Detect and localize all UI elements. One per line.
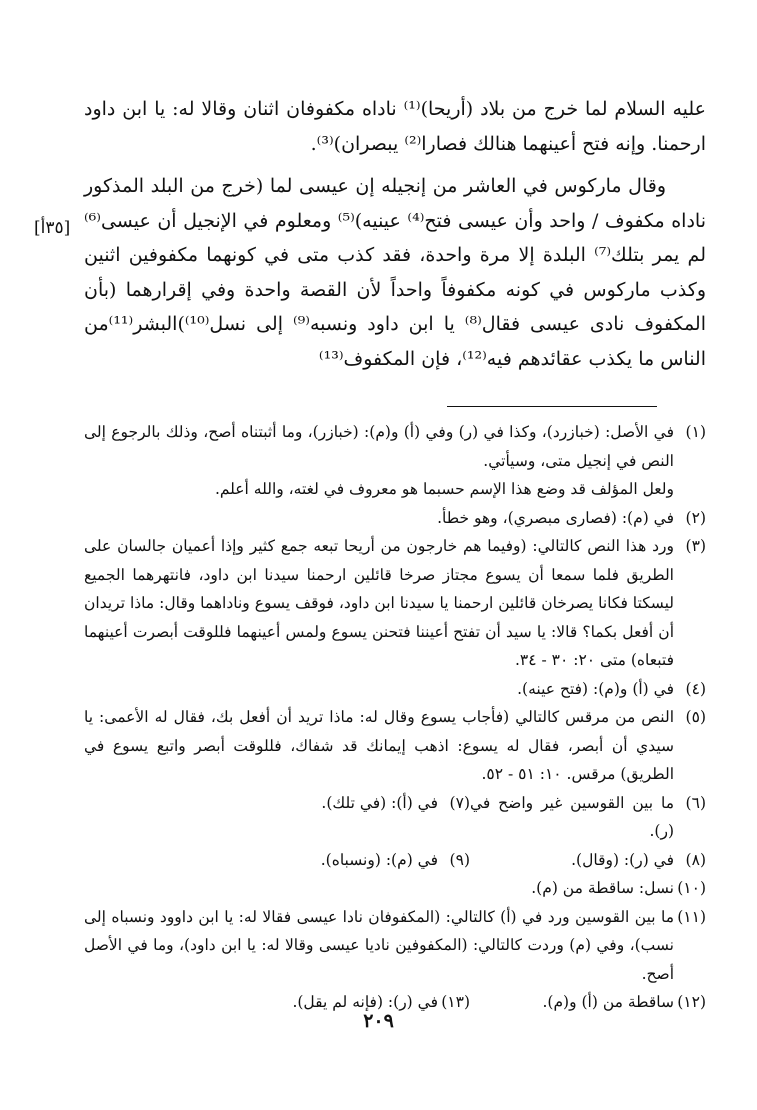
footnote-2 (84, 504, 706, 533)
footnotes (84, 418, 706, 1017)
manuscript-folio-marker: [٣٥أ] (34, 218, 71, 238)
footnote-text: في (أ) و(م): (فتح عينه). (517, 679, 674, 698)
footnote-number: (١١) (677, 907, 706, 926)
main-paragraph-2: وقال ماركوس في العاشر من إنجيله إن عيسى لما (خرج من البلد المذكور ناداه مكفوف / واحد وأن عيسى فتح⁽⁴⁾ عينيه)⁽⁵⁾ ومعلوم في الإنجيل أن عيسى⁽⁶⁾ لم يمر بتلك⁽⁷⁾ البلدة إلا مرة واحدة، فقد كذب متى في كونهما مكفوفين اثنين وكذب ماركوس في كونه مكفوفاً واحداً لأن القصة واحدة وفي إقرارهما (بأن المكفوف نادى عيسى فقال⁽⁸⁾ يا ابن داود ونسبه⁽⁹⁾ إلى نسل⁽¹⁰⁾)البشر⁽¹¹⁾من الناس ما يكذب عقائدهم فيه⁽¹²⁾، فإن المكفوف⁽¹³⁾ (84, 175, 707, 370)
footnote-text: في الأصل: (خبازرد)، وكذا في (ر) وفي (أ) و(م): (خبازر)، وما أثبتناه أصح، وذلك بالرجوع إلى النص في إنجيل متى، وسيأتي. (84, 423, 674, 470)
footnote-number: (١٣) (441, 993, 470, 1011)
footnote-number: (٢) (685, 508, 706, 527)
footnote-number: (٨) (685, 850, 706, 869)
footnote-text: في (ر): (وقال). (571, 850, 674, 869)
footnote-number: (٧) (449, 793, 470, 812)
footnote-number: (٩) (449, 850, 470, 869)
footnote-10 (84, 874, 706, 903)
footnote-text: في (ر): (فإنه لم يقل). (292, 993, 438, 1011)
footnote-7 (234, 789, 470, 846)
footnote-text: ساقطة من (أ) و(م). (542, 993, 674, 1011)
footnote-number: (١) (685, 423, 706, 441)
footnote-number: (١٢) (677, 993, 706, 1011)
footnote-text: في (م): (ونسباه). (320, 850, 438, 869)
main-paragraph-1: عليه السلام لما خرج من بلاد (أريحا)⁽¹⁾ ناداه مكفوفان اثنان وقالا له: يا ابن داود ارحمنا. وإنه فتح أعينهما هنالك فصارا⁽²⁾ يبصران)⁽³⁾. (84, 98, 706, 155)
footnote-4 (84, 675, 706, 704)
footnote-text: في (م): (فصارى مبصري)، وهو خطأ. (437, 508, 674, 527)
footnote-row (84, 789, 706, 846)
footnote-number: (٦) (685, 793, 706, 812)
footnote-6 (470, 789, 706, 846)
footnote-text: نسل: ساقطة من (م). (531, 879, 674, 897)
main-text (84, 92, 706, 376)
footnote-row (84, 846, 706, 875)
footnote-11 (84, 903, 706, 989)
footnote-3 (84, 532, 706, 675)
footnote-text: ولعل المؤلف قد وضع هذا الإسم حسبما هو معروف في لغته، والله أعلم. (214, 480, 674, 498)
footnote-8 (470, 846, 706, 875)
footnote-text: ما بين القوسين ورد في (أ) كالتالي: (المكفوفان نادا عيسى فقالا له: يا ابن داوود ونسباه إلى نسب)، وفي (م) وردت كالتالي: (المكفوفين ناديا عيسى وقالا له: يا ابن داود)، وما في الأصل أصح. (84, 907, 674, 983)
footnote-number: (١٠) (677, 879, 706, 897)
footnote-text: في (أ): (في تلك). (321, 793, 438, 812)
footnote-9 (234, 846, 470, 875)
footnote-text: ما بين القوسين غير واضح في (ر). (470, 793, 674, 840)
footnote-number: (٥) (685, 708, 706, 726)
footnote-text: النص من مرقس كالتالي (فأجاب يسوع وقال له: ماذا تريد أن أفعل بك، فقال له الأعمى: يا سيدي أن أبصر، فقال له يسوع: اذهب إيمانك قد شفاك، فللوقت أبصر واتبع يسوع في الطريق) مرقس. ١٠: ٥١ - ٥٢. (84, 708, 674, 783)
page-number: ٢٠٩ (363, 1010, 394, 1032)
footnote-number: (٣) (685, 537, 706, 555)
footnote-text: ورد هذا النص كالتالي: (وفيما هم خارجون من أريحا تبعه جمع كثير وإذا أعميان جالسان على الطريق فلما سمعا أن يسوع مجتاز صرخا قائلين ارحمنا سيدنا ابن داود، فانتهرهما الجميع ليسكتا فكانا يصرخان قائلين ارحمنا يا سيدنا ابن داود، فوقف يسوع وناداهما وقال: ماذا تريدان أن أفعل بكما؟ قالا: يا سيد أن تفتح أعيننا فتحنن يسوع ولمس أعينهما فللوقت أبصرت أعينهما فتبعاه) متى ٢٠: ٣٠ - ٣٤. (84, 537, 674, 669)
footnote-separator (447, 406, 657, 407)
footnote-1 (84, 418, 706, 504)
footnote-5 (84, 703, 706, 789)
footnote-number: (٤) (685, 679, 706, 698)
